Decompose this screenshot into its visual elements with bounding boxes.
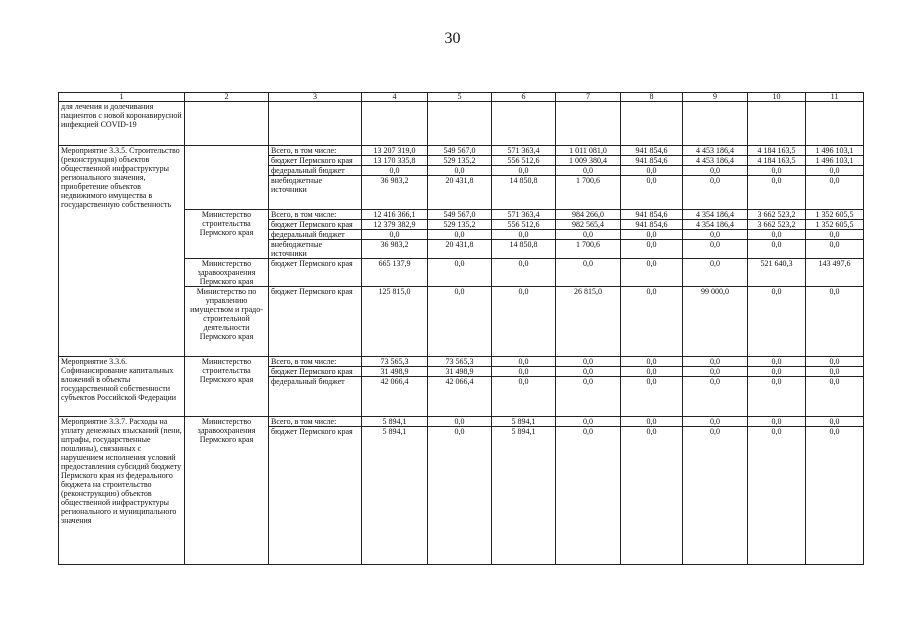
amount-cell: 665 137,9 — [362, 258, 428, 286]
amount-cell: 0,0 — [428, 286, 492, 356]
amount-cell: 125 815,0 — [362, 286, 428, 356]
amount-cell: 14 850,8 — [509, 239, 538, 249]
amount-cell: 12 416 366,1 — [362, 210, 427, 220]
source-label: бюджет Пермского края — [271, 426, 353, 436]
table-row — [59, 146, 864, 210]
amount-cell: 0,0 — [362, 166, 427, 176]
amount-cell: 4 453 186,4 — [683, 146, 747, 156]
responsible-body: Министерство строительства Пермского края — [185, 209, 269, 258]
source-label: бюджет Пермского края — [269, 258, 362, 286]
table-row — [59, 416, 864, 564]
amount-cell: 0,0 — [646, 176, 657, 185]
source-label: внебюджетные источники — [271, 239, 322, 258]
amount-cell: 0,0 — [621, 357, 682, 367]
amount-cell: 0,0 — [748, 166, 805, 176]
amount-cell: 3 662 523,2 — [748, 210, 805, 220]
table-row — [59, 286, 864, 356]
col-header: 2 — [185, 93, 269, 102]
amount-cell: 0,0 — [806, 286, 864, 356]
amount-cell: 5 894,1 — [382, 426, 407, 436]
responsible-body: Министерство по управлению имуществом и градо-строительной деятельности Пермского края — [185, 286, 269, 356]
amount-cell: 556 512,6 — [492, 156, 555, 166]
amount-cell: 0,0 — [621, 417, 682, 427]
amount-cell: 0,0 — [556, 258, 621, 286]
measure-title: Мероприятие 3.3.7. Расходы на уплату денежных взысканий (пени, штрафы, государственные пошлины), связанных с нарушением исполнения условий предоставления субсидий бюджету Пермского края из федерального бюджета на строительство (реконструкцию) объектов общественной инфраструктуры регионального и муниципального значения — [59, 416, 185, 564]
source-label: Всего, в том числе: — [269, 146, 361, 156]
amount-cell: 26 815,0 — [556, 286, 621, 356]
responsible-body: Министерство здравоохранения Пермского края — [185, 258, 269, 286]
amount-cell: 36 983,2 — [380, 176, 409, 185]
amount-cell: 13 207 319,0 — [362, 146, 427, 156]
amount-cell: 12 379 382,9 — [362, 220, 427, 230]
amount-cell: 1 352 605,5 — [806, 220, 863, 230]
amount-cell: 0,0 — [771, 426, 782, 436]
amount-cell: 1 352 605,5 — [806, 210, 863, 220]
amount-cell: 0,0 — [621, 166, 682, 176]
table-row — [59, 102, 864, 146]
amount-cell: 73 565,3 — [428, 357, 491, 367]
amount-cell: 5 894,1 — [362, 417, 427, 427]
col-header: 8 — [621, 93, 683, 102]
amount-cell: 0,0 — [621, 286, 683, 356]
amount-cell: 3 662 523,2 — [748, 220, 805, 230]
amount-cell: 0,0 — [454, 426, 465, 436]
amount-cell: 0,0 — [583, 426, 593, 436]
amount-cell: 1 700,6 — [576, 176, 600, 185]
source-label: Всего, в том числе: — [269, 417, 361, 427]
amount-cell: 0,0 — [556, 230, 620, 240]
budget-table — [58, 92, 864, 565]
amount-cell: 1 496 103,1 — [806, 146, 863, 156]
amount-cell: 941 854,6 — [621, 146, 682, 156]
amount-cell: 0,0 — [683, 258, 748, 286]
amount-cell: 14 850,8 — [509, 176, 538, 185]
amount-cell: 0,0 — [771, 376, 782, 386]
source-label: Всего, в том числе: — [269, 210, 361, 220]
amount-cell: 0,0 — [829, 426, 840, 436]
amount-cell: 0,0 — [710, 176, 720, 185]
amount-cell: 0,0 — [583, 376, 593, 386]
amount-cell: 0,0 — [646, 239, 657, 249]
amount-cell: 0,0 — [771, 176, 782, 185]
source-label: бюджет Пермского края — [269, 156, 361, 166]
amount-cell: 0,0 — [710, 239, 720, 249]
amount-cell: 0,0 — [806, 230, 863, 240]
amount-cell: 0,0 — [556, 417, 620, 427]
amount-cell: 0,0 — [683, 367, 747, 377]
amount-cell: 571 363,4 — [492, 210, 555, 220]
amount-cell: 0,0 — [683, 230, 747, 240]
amount-cell: 0,0 — [806, 367, 863, 377]
amount-cell: 0,0 — [683, 166, 747, 176]
amount-cell: 4 354 186,4 — [683, 220, 747, 230]
amount-cell: 0,0 — [428, 417, 491, 427]
amount-cell: 0,0 — [428, 258, 492, 286]
source-label: федеральный бюджет — [271, 376, 345, 386]
amount-cell: 0,0 — [710, 426, 720, 436]
amount-cell: 0,0 — [492, 166, 555, 176]
amount-cell: 0,0 — [428, 230, 491, 240]
amount-cell: 31 498,9 — [428, 367, 491, 377]
amount-cell: 4 354 186,4 — [683, 210, 747, 220]
amount-cell: 1 011 081,0 — [556, 146, 620, 156]
amount-cell: 73 565,3 — [362, 357, 427, 367]
col-header: 7 — [556, 93, 621, 102]
amount-cell: 0,0 — [806, 166, 863, 176]
amount-cell: 529 135,2 — [428, 220, 491, 230]
amount-cell: 0,0 — [646, 426, 657, 436]
header-row — [59, 93, 864, 102]
amount-cell: 556 512,6 — [492, 220, 555, 230]
amount-cell: 0,0 — [621, 258, 683, 286]
amount-cell: 941 854,6 — [621, 156, 682, 166]
amount-cell: 0,0 — [683, 417, 747, 427]
amount-cell: 4 453 186,4 — [683, 156, 747, 166]
amount-cell: 42 066,4 — [380, 376, 409, 386]
measure-title: Мероприятие 3.3.5. Строительство (реконструкция) объектов общественной инфраструктуры регионального значения, приобретение объектов недвижимого имущества в государственную собственность — [59, 146, 185, 210]
amount-cell: 0,0 — [492, 230, 555, 240]
amount-cell: 4 184 163,5 — [748, 146, 805, 156]
col-header: 4 — [362, 93, 428, 102]
table-row — [59, 209, 864, 258]
amount-cell: 4 184 163,5 — [748, 156, 805, 166]
amount-cell: 1 496 103,1 — [806, 156, 863, 166]
amount-cell: 0,0 — [748, 230, 805, 240]
source-label: федеральный бюджет — [269, 166, 361, 176]
amount-cell: 0,0 — [492, 258, 556, 286]
amount-cell: 0,0 — [748, 417, 805, 427]
amount-cell: 0,0 — [646, 376, 657, 386]
amount-cell: 31 498,9 — [362, 367, 427, 377]
source-label: федеральный бюджет — [269, 230, 361, 240]
col-header: 9 — [683, 93, 748, 102]
amount-cell: 1 009 380,4 — [556, 156, 620, 166]
amount-cell: 0,0 — [428, 166, 491, 176]
amount-cell: 0,0 — [771, 239, 782, 249]
amount-cell: 0,0 — [621, 230, 682, 240]
amount-cell: 0,0 — [829, 376, 840, 386]
amount-cell: 99 000,0 — [683, 286, 748, 356]
amount-cell: 0,0 — [683, 357, 747, 367]
source-label: бюджет Пермского края — [269, 220, 361, 230]
col-header: 3 — [269, 93, 362, 102]
amount-cell: 13 170 335,8 — [362, 156, 427, 166]
table-row — [59, 258, 864, 286]
amount-cell: 941 854,6 — [621, 210, 682, 220]
amount-cell: 5 894,1 — [492, 417, 555, 427]
amount-cell: 549 567,0 — [428, 210, 491, 220]
source-label: Всего, в том числе: — [269, 357, 361, 367]
source-label: бюджет Пермского края — [269, 367, 361, 377]
amount-cell: 0,0 — [492, 286, 556, 356]
amount-cell: 0,0 — [362, 230, 427, 240]
amount-cell: 0,0 — [556, 166, 620, 176]
col-header: 6 — [492, 93, 556, 102]
amount-cell: 0,0 — [518, 376, 529, 386]
amount-cell: 0,0 — [748, 286, 806, 356]
amount-cell: 529 135,2 — [428, 156, 491, 166]
amount-cell: 0,0 — [492, 357, 555, 367]
amount-cell: 549 567,0 — [428, 146, 491, 156]
col-header: 1 — [59, 93, 185, 102]
col-header: 10 — [748, 93, 806, 102]
col-header: 11 — [806, 93, 864, 102]
source-label: бюджет Пермского края — [269, 286, 362, 356]
amount-cell: 0,0 — [556, 357, 620, 367]
amount-cell: 0,0 — [492, 367, 555, 377]
amount-cell: 36 983,2 — [380, 239, 409, 249]
measure-title: Мероприятие 3.3.6. Софинансирование капитальных вложений в объекты государственной собственности субъектов Российской Федерации — [59, 356, 185, 416]
amount-cell: 143 497,6 — [806, 258, 864, 286]
page-number: 30 — [444, 30, 461, 47]
amount-cell: 941 854,6 — [621, 220, 682, 230]
amount-cell: 0,0 — [748, 367, 805, 377]
amount-cell: 521 640,3 — [748, 258, 806, 286]
amount-cell: 0,0 — [556, 367, 620, 377]
measure-title-continued: для лечения и долечивания пациентов с новой коронавирусной инфекцией COVID-19 — [59, 102, 185, 146]
amount-cell: 0,0 — [806, 357, 863, 367]
amount-cell: 0,0 — [621, 367, 682, 377]
col-header: 5 — [428, 93, 492, 102]
source-label: внебюджетные источники — [271, 176, 322, 194]
amount-cell: 0,0 — [710, 376, 720, 386]
amount-cell: 0,0 — [748, 357, 805, 367]
amount-cell: 0,0 — [806, 417, 863, 427]
amount-cell: 42 066,4 — [445, 376, 474, 386]
amount-cell: 982 565,4 — [556, 220, 620, 230]
amount-cell: 20 431,8 — [445, 176, 474, 185]
amount-cell: 984 266,0 — [556, 210, 620, 220]
amount-cell: 0,0 — [829, 176, 840, 185]
responsible-body: Министерство строительства Пермского края — [185, 356, 269, 416]
responsible-body: Министерство здравоохранения Пермского края — [185, 416, 269, 564]
amount-cell: 571 363,4 — [492, 146, 555, 156]
amount-cell: 0,0 — [829, 239, 840, 249]
amount-cell: 1 700,6 — [576, 239, 600, 249]
table-row — [59, 356, 864, 416]
amount-cell: 20 431,8 — [445, 239, 474, 249]
amount-cell: 5 894,1 — [511, 426, 536, 436]
